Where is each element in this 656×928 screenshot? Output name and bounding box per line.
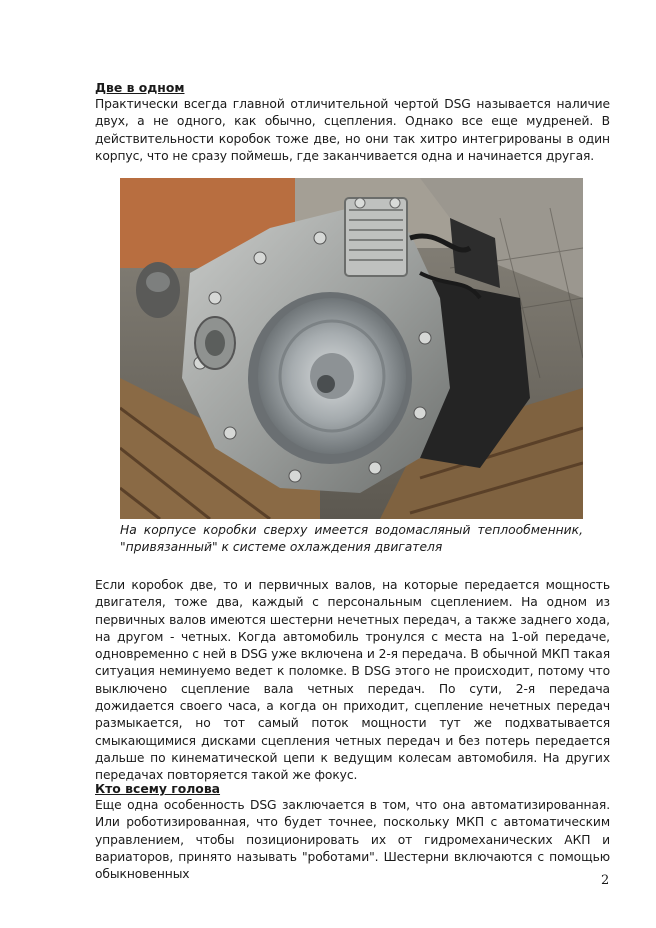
body-paragraph: Если коробок две, то и первичных валов, на которые передается мощность двигателя, тоже два, каждый с персональным сцеплением. На одном из первичных валов имеются шестерни нечетных передач, а также заднего хода, на другом - четных. Когда автомобиль тронулся с места на 1-ой передаче, одновременно с ней в DSG уже включена и 2-я передача. В обычной МКП такая ситуация неминуемо ведет к поломке. В DSG этого не происходит, потому что выключено сцепление вала четных передач. По сути, 2-я передача дожидается своего часа, а когда он приходит, сцепление нечетных передач размыкается, но тот самый поток мощности тут же подхватывается смыкающимися дисками сцепления четных передач и без потерь передается дальше по кинематической цепи к ведущим колесам автомобиля. На других передачах повторяется такой же фокус. [95,578,610,783]
gearbox-illustration [120,178,583,519]
figure-caption: На корпусе коробки сверху имеется водомасляный теплообменник, "привязанный" к системе охлаждения двигателя [120,523,583,554]
section2-paragraph: Еще одна особенность DSG заключается в том, что она автоматизированная. Или роботизированная, что будет точнее, поскольку МКП с автоматическим управлением, чтобы позиционировать их от гидромеханических АКП и вариаторов, принято называть "роботами". Шестерни включаются с помощью обыкновенных [95,798,610,882]
section-heading-two-in-one: Две в одном [95,80,185,95]
gearbox-photo [120,178,583,519]
intro-paragraph: Практически всегда главной отличительной чертой DSG называется наличие двух, а не одного, как обычно, сцепления. Однако все еще мудреней. В действительности коробок тоже две, но они так хитро интегрированы в один корпус, что не сразу поймешь, где заканчивается одна и начинается другая. [95,97,610,163]
page-number: 2 [601,873,610,888]
section-heading-who-is-head: Кто всему голова [95,781,221,796]
